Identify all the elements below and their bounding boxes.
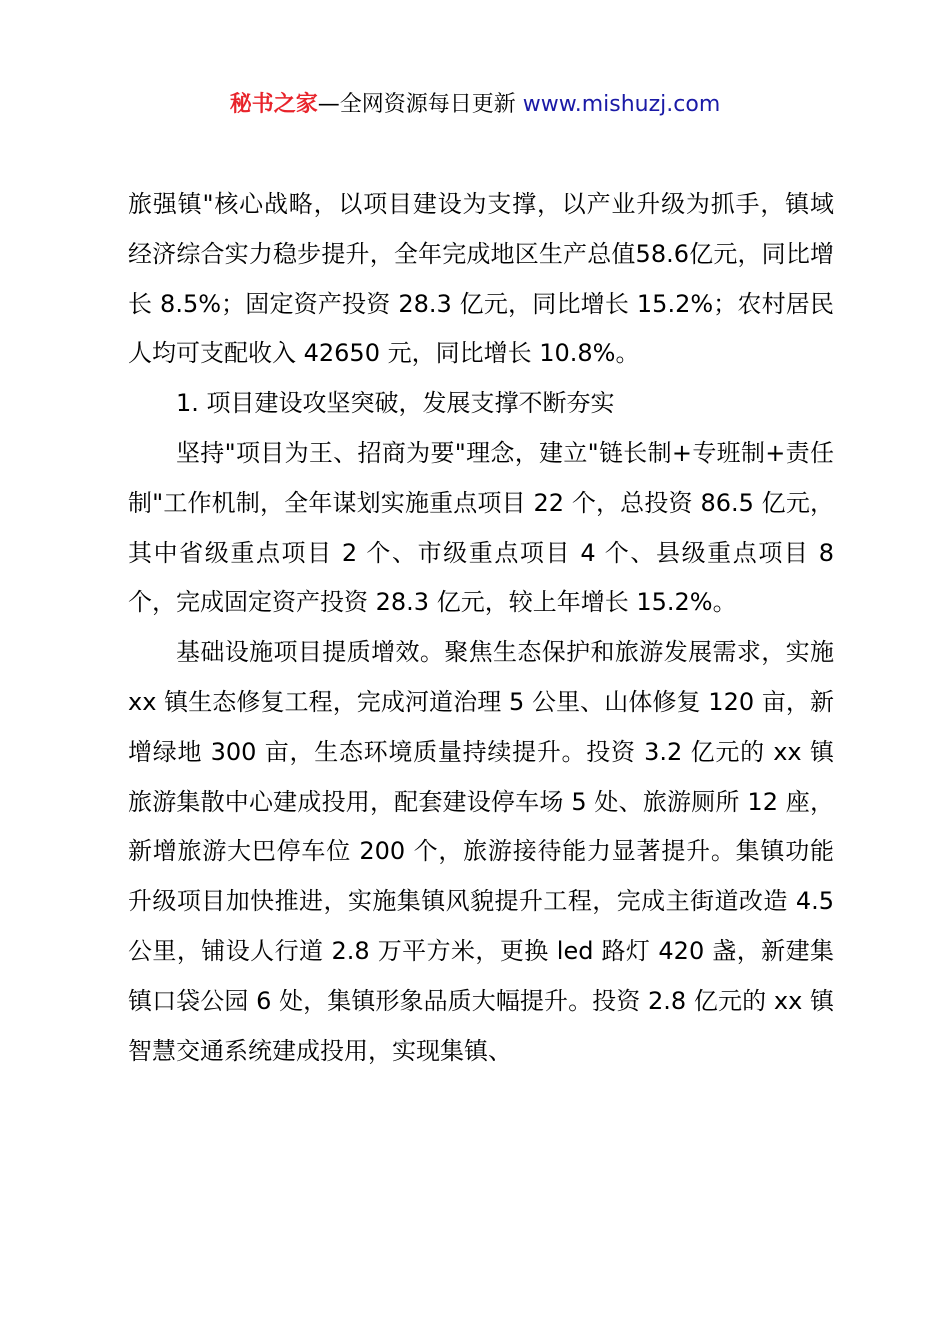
header-tagline: —全网资源每日更新 [317,92,523,117]
site-url[interactable]: www.mishuzj.com [522,92,721,117]
paragraph-continuation: 旅强镇"核心战略，以项目建设为支撑，以产业升级为抓手，镇域经济综合实力稳步提升，全年完成地区生产总值58.6亿元，同比增长 8.5%；固定资产投资 28.3 亿元，同比增长 15.2%；农村居民人均可支配收入 42650 元，同比增长 10.8%。 [128,190,834,368]
site-header [0,88,950,122]
paragraph-project-mechanism: 坚持"项目为王、招商为要"理念，建立"链长制+专班制+责任制"工作机制，全年谋划实施重点项目 22 个，总投资 86.5 亿元，其中省级重点项目 2 个、市级重点项目 4 个、县级重点项目 8 个，完成固定资产投资 28.3 亿元，较上年增长 15.2%。 [128,438,834,617]
brand-name: 秘书之家 [229,92,318,117]
paragraph-infrastructure: 基础设施项目提质增效。聚焦生态保护和旅游发展需求，实施 xx 镇生态修复工程，完成河道治理 5 公里、山体修复 120 亩，新增绿地 300 亩，生态环境质量持续提升。投资 3.2 亿元的 xx 镇旅游集散中心建成投用，配套建设停车场 5 处、旅游厕所 12 座，新增旅游大巴停车位 200 个，旅游接待能力显著提升。集镇功能升级项目加快推进，实施集镇风貌提升工程，完成主街道改造 4.5 公里，铺设人行道 2.8 万平方米，更换 led 路灯 420 盏，新建集镇口袋公园 6 处，集镇形象品质大幅提升。投资 2.8 亿元的 xx 镇智慧交通系统建成投用，实现集镇、 [128,638,834,1065]
section-heading: 1. 项目建设攻坚突破，发展支撑不断夯实 [176,389,615,418]
document-body [128,180,834,1076]
